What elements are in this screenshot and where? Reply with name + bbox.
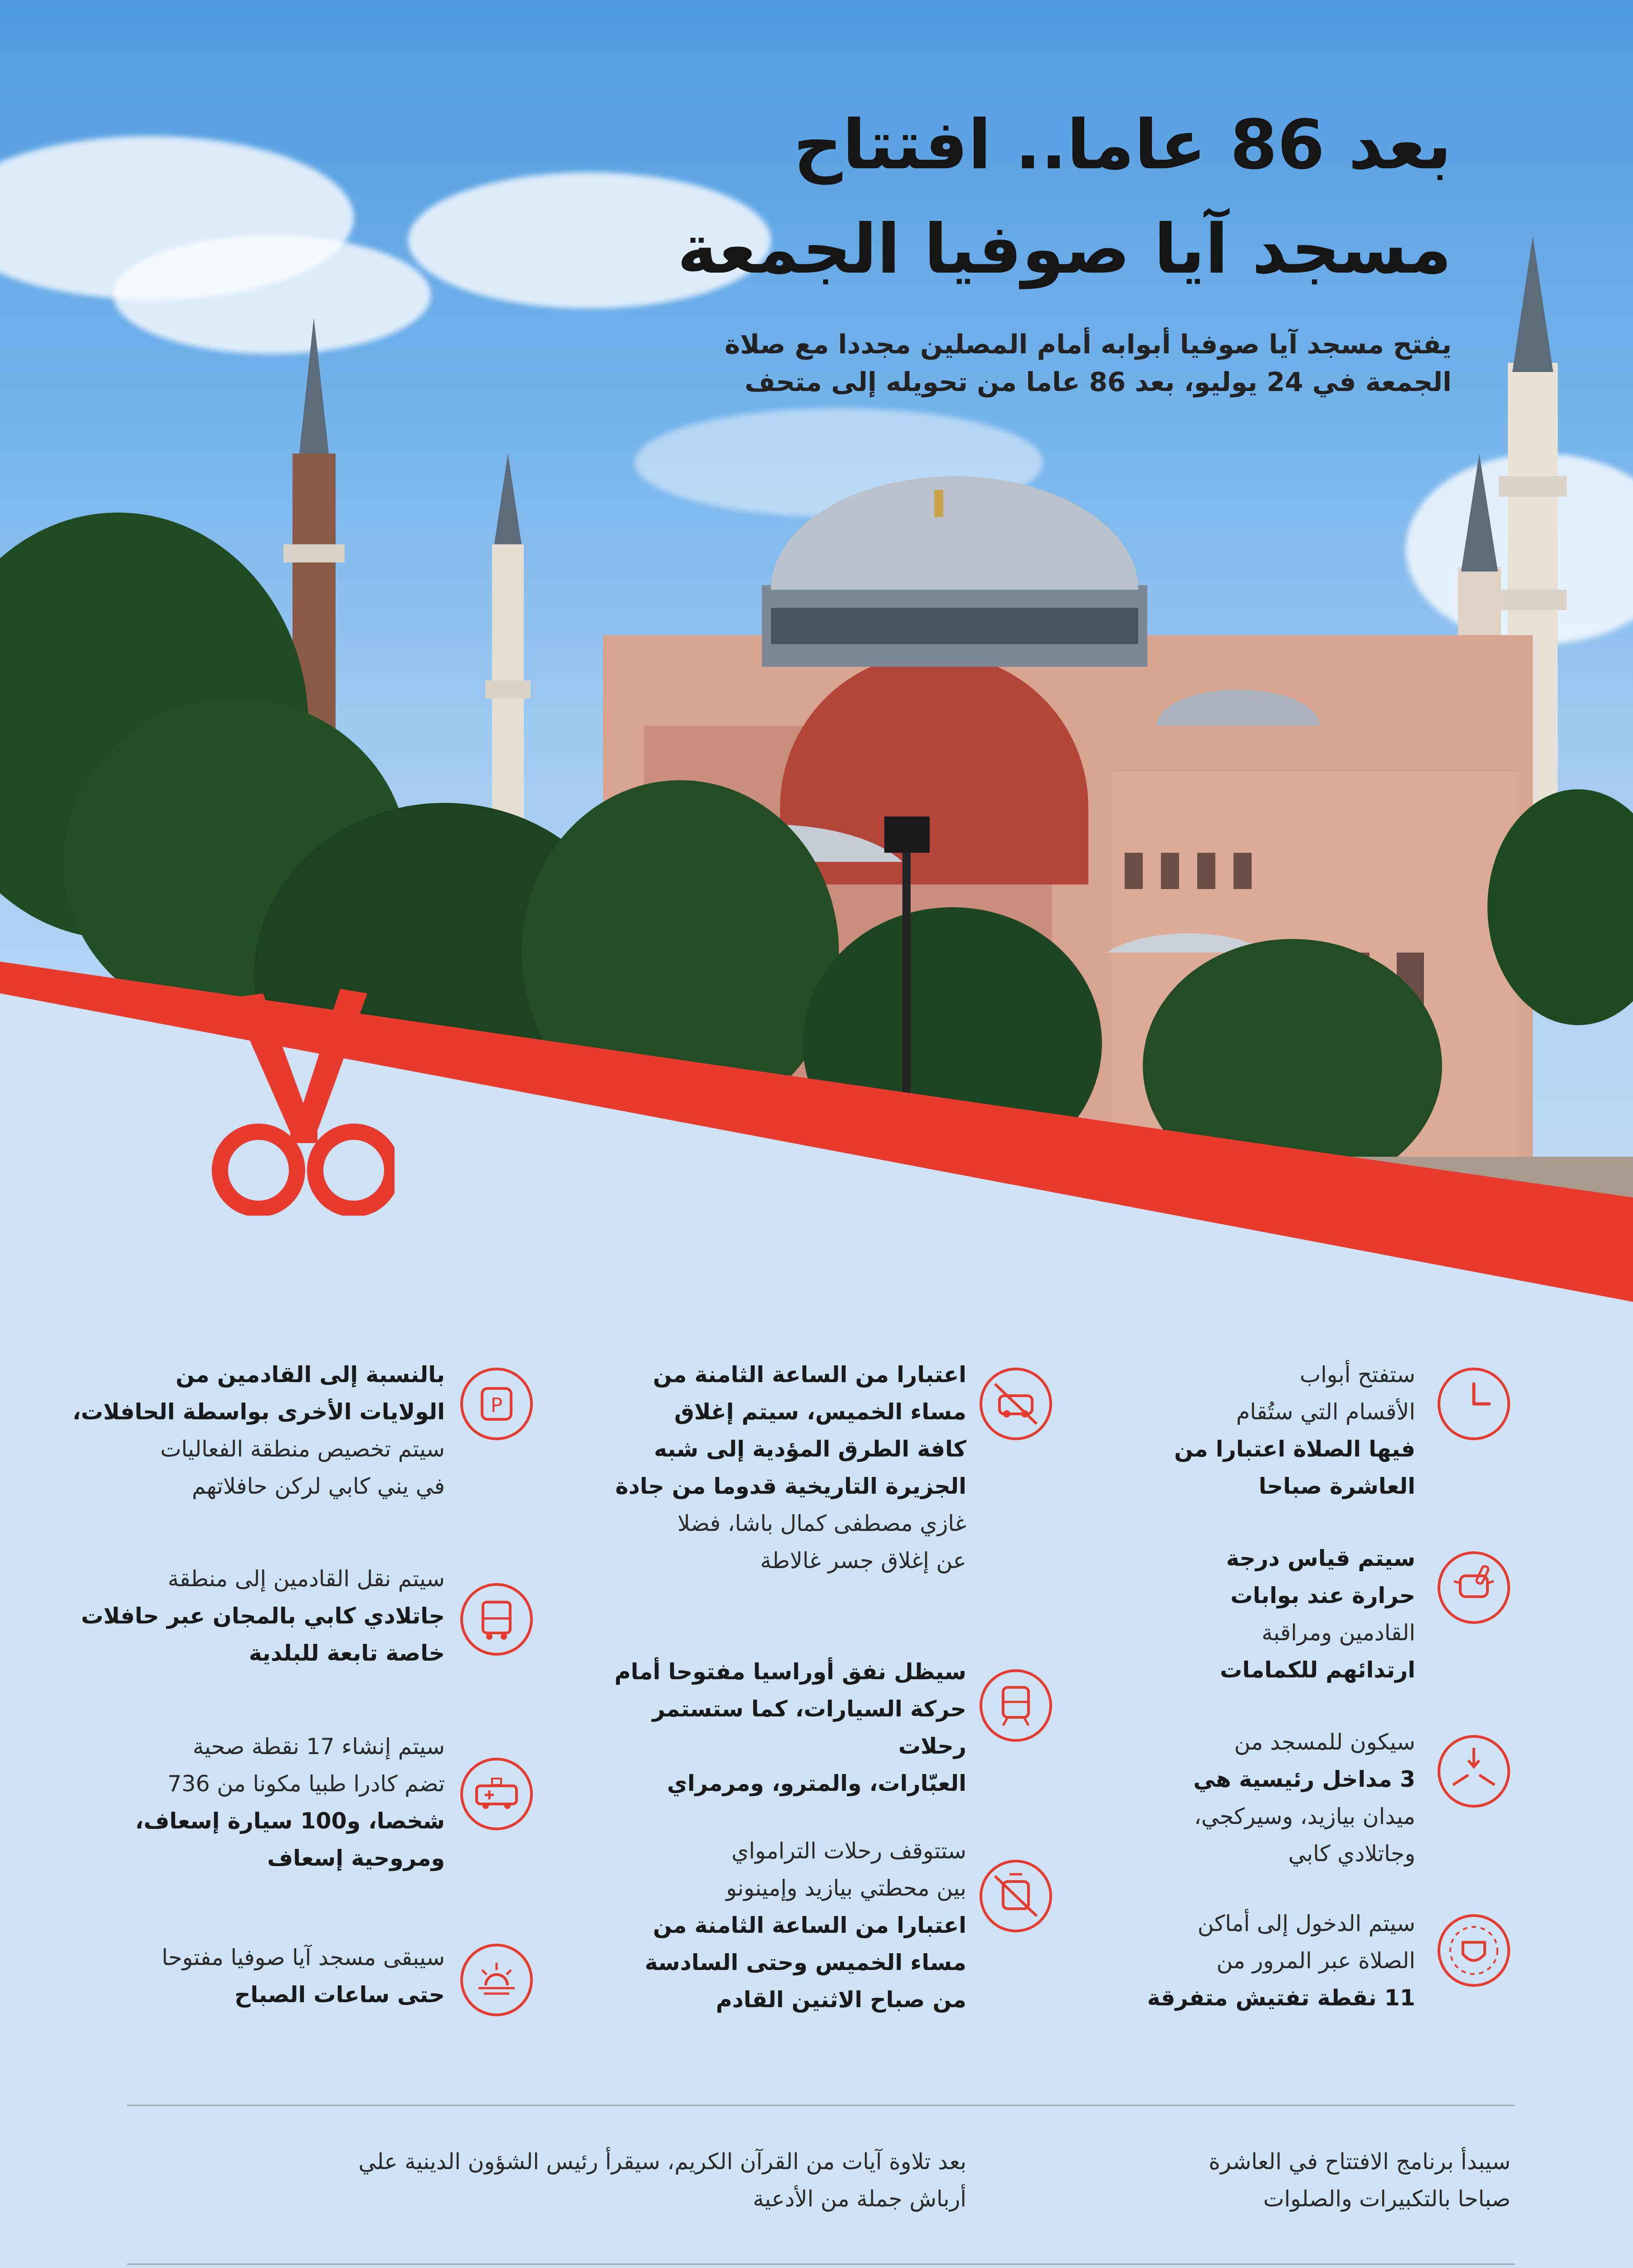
security-check-icon	[1438, 1914, 1510, 1987]
info-middle-2-line: العبّارات، والمترو، ومرمراي	[667, 1770, 966, 1796]
page-title-line-1: بعد 86 عاما.. افتتاح	[793, 106, 1452, 185]
info-right-3	[1071, 1724, 1415, 1872]
program-left-line: بعد تلاوة آيات من القرآن الكريم، سيقرأ رئيس الشؤون الدينية علي	[358, 2149, 966, 2175]
entrances-icon	[1438, 1735, 1510, 1808]
page-title-line-2: مسجد آيا صوفيا الجمعة	[677, 210, 1452, 289]
info-middle-1-line: غازي مصطفى كمال باشا، فضلا	[677, 1510, 966, 1536]
info-left-4-line: سيبقى مسجد آيا صوفيا مفتوحا	[161, 1945, 445, 1970]
info-left-3-line: ومروحية إسعاف	[267, 1845, 445, 1871]
subtitle-line-2: الجمعة في 24 يوليو، بعد 86 عاما من تحويله إلى متحف	[745, 367, 1452, 397]
info-middle-3-line: ستتوقف رحلات الترامواي	[731, 1838, 966, 1864]
info-right-4-line: الصلاة عبر المرور من	[1216, 1948, 1415, 1974]
program-right-line: صباحا بالتكبيرات والصلوات	[1263, 2186, 1511, 2212]
info-left-4	[37, 1939, 445, 2014]
info-left-3-line: تضم كادرا طبيا مكونا من 736	[167, 1771, 445, 1797]
info-middle-2-line: حركة السيارات، كما ستستمر رحلات	[652, 1696, 966, 1759]
info-left-1-line: بالنسبة إلى القادمين من	[175, 1362, 445, 1388]
program-right-line: سيبدأ برنامج الافتتاح في العاشرة	[1209, 2149, 1511, 2175]
info-middle-1-line: كافة الطرق المؤدية إلى شبه	[654, 1436, 966, 1462]
info-right-2	[1098, 1540, 1415, 1689]
info-left-2-line: جاتلادي كابي بالمجان عبر حافلات	[81, 1603, 445, 1629]
info-right-1-line: الأقسام التي ستُقام	[1236, 1399, 1415, 1425]
info-left-1	[37, 1356, 445, 1505]
info-right-3-line: 3 مداخل رئيسية هي	[1193, 1766, 1415, 1792]
info-left-1-line: في يني كابي لركن حافلاتهم	[192, 1473, 445, 1499]
info-left-4-line: حتى ساعات الصباح	[234, 1982, 445, 2008]
clock-icon	[1438, 1368, 1510, 1440]
info-middle-2	[595, 1653, 966, 1802]
info-right-2-line: القادمين ومراقبة	[1261, 1620, 1415, 1646]
info-right-4-line: 11 نقطة تفتيش متفرقة	[1147, 1985, 1415, 2011]
info-middle-1-line: عن إغلاق جسر غالاطة	[760, 1548, 966, 1574]
info-right-1	[1098, 1356, 1415, 1505]
thermometer-mask-icon	[1438, 1551, 1510, 1624]
sunrise-icon	[460, 1944, 533, 2016]
info-right-2-line: ارتدائهم للكمامات	[1220, 1657, 1415, 1683]
svg-text:P: P	[490, 1394, 503, 1417]
info-right-1-line: فيها الصلاة اعتبارا من	[1174, 1436, 1415, 1462]
info-right-2-line: حرارة عند بوابات	[1230, 1583, 1415, 1608]
info-left-1-line: سيتم تخصيص منطقة الفعاليات	[160, 1436, 445, 1462]
ambulance-icon	[460, 1758, 533, 1830]
info-left-3	[37, 1728, 445, 1877]
info-middle-1-line: اعتبارا من الساعة الثامنة من	[653, 1362, 966, 1388]
program-right	[1012, 2143, 1511, 2218]
info-left-3-line: شخصا، و100 سيارة إسعاف،	[135, 1808, 445, 1834]
info-right-2-line: سيتم قياس درجة	[1226, 1545, 1415, 1571]
subtitle-line-1: يفتح مسجد آيا صوفيا أبوابه أمام المصلين مجددا مع صلاة	[724, 329, 1452, 360]
info-left-1-line: الولايات الأخرى بواسطة الحافلات،	[72, 1399, 445, 1425]
info-middle-3	[595, 1833, 966, 2019]
info-left-2-line: خاصة تابعة للبلدية	[249, 1640, 445, 1666]
info-right-3-line: وجاتلادي كابي	[1288, 1841, 1415, 1867]
info-middle-2-line: سيظل نفق أوراسيا مفتوحا أمام	[614, 1659, 966, 1685]
info-middle-3-line: مساء الخميس وحتى السادسة	[644, 1950, 966, 1975]
divider-middle	[127, 2263, 1515, 2265]
info-middle-3-line: بين محطتي بيازيد وإمينونو	[726, 1875, 966, 1901]
info-right-3-line: ميدان بيازيد، وسيركجي،	[1194, 1804, 1415, 1829]
info-middle-1	[595, 1356, 966, 1579]
info-right-4-line: سيتم الدخول إلى أماكن	[1197, 1911, 1415, 1936]
parking-icon	[460, 1368, 533, 1440]
info-middle-3-line: من صباح الاثنين القادم	[716, 1987, 966, 2013]
info-right-3-line: سيكون للمسجد من	[1234, 1729, 1415, 1755]
info-right-4	[1071, 1905, 1415, 2017]
divider-top	[127, 2105, 1515, 2106]
program-left-line: أرباش جملة من الأدعية	[753, 2186, 966, 2212]
bus-icon	[460, 1583, 533, 1656]
scissors-icon	[204, 980, 395, 1216]
info-left-2	[37, 1560, 445, 1672]
info-right-1-line: العاشرة صباحا	[1258, 1473, 1415, 1499]
info-left-3-line: سيتم إنشاء 17 نقطة صحية	[192, 1734, 445, 1760]
program-left	[195, 2143, 966, 2218]
train-icon	[980, 1669, 1052, 1742]
info-middle-3-line: اعتبارا من الساعة الثامنة من	[653, 1912, 966, 1938]
info-middle-1-line: مساء الخميس، سيتم إغلاق	[674, 1399, 966, 1425]
info-right-1-line: ستفتح أبواب	[1300, 1362, 1415, 1388]
no-tram-icon	[980, 1860, 1052, 1932]
no-car-icon	[980, 1368, 1052, 1440]
info-left-2-line: سيتم نقل القادمين إلى منطقة	[167, 1566, 445, 1592]
info-middle-1-line: الجزيرة التاريخية قدوما من جادة	[615, 1473, 966, 1499]
